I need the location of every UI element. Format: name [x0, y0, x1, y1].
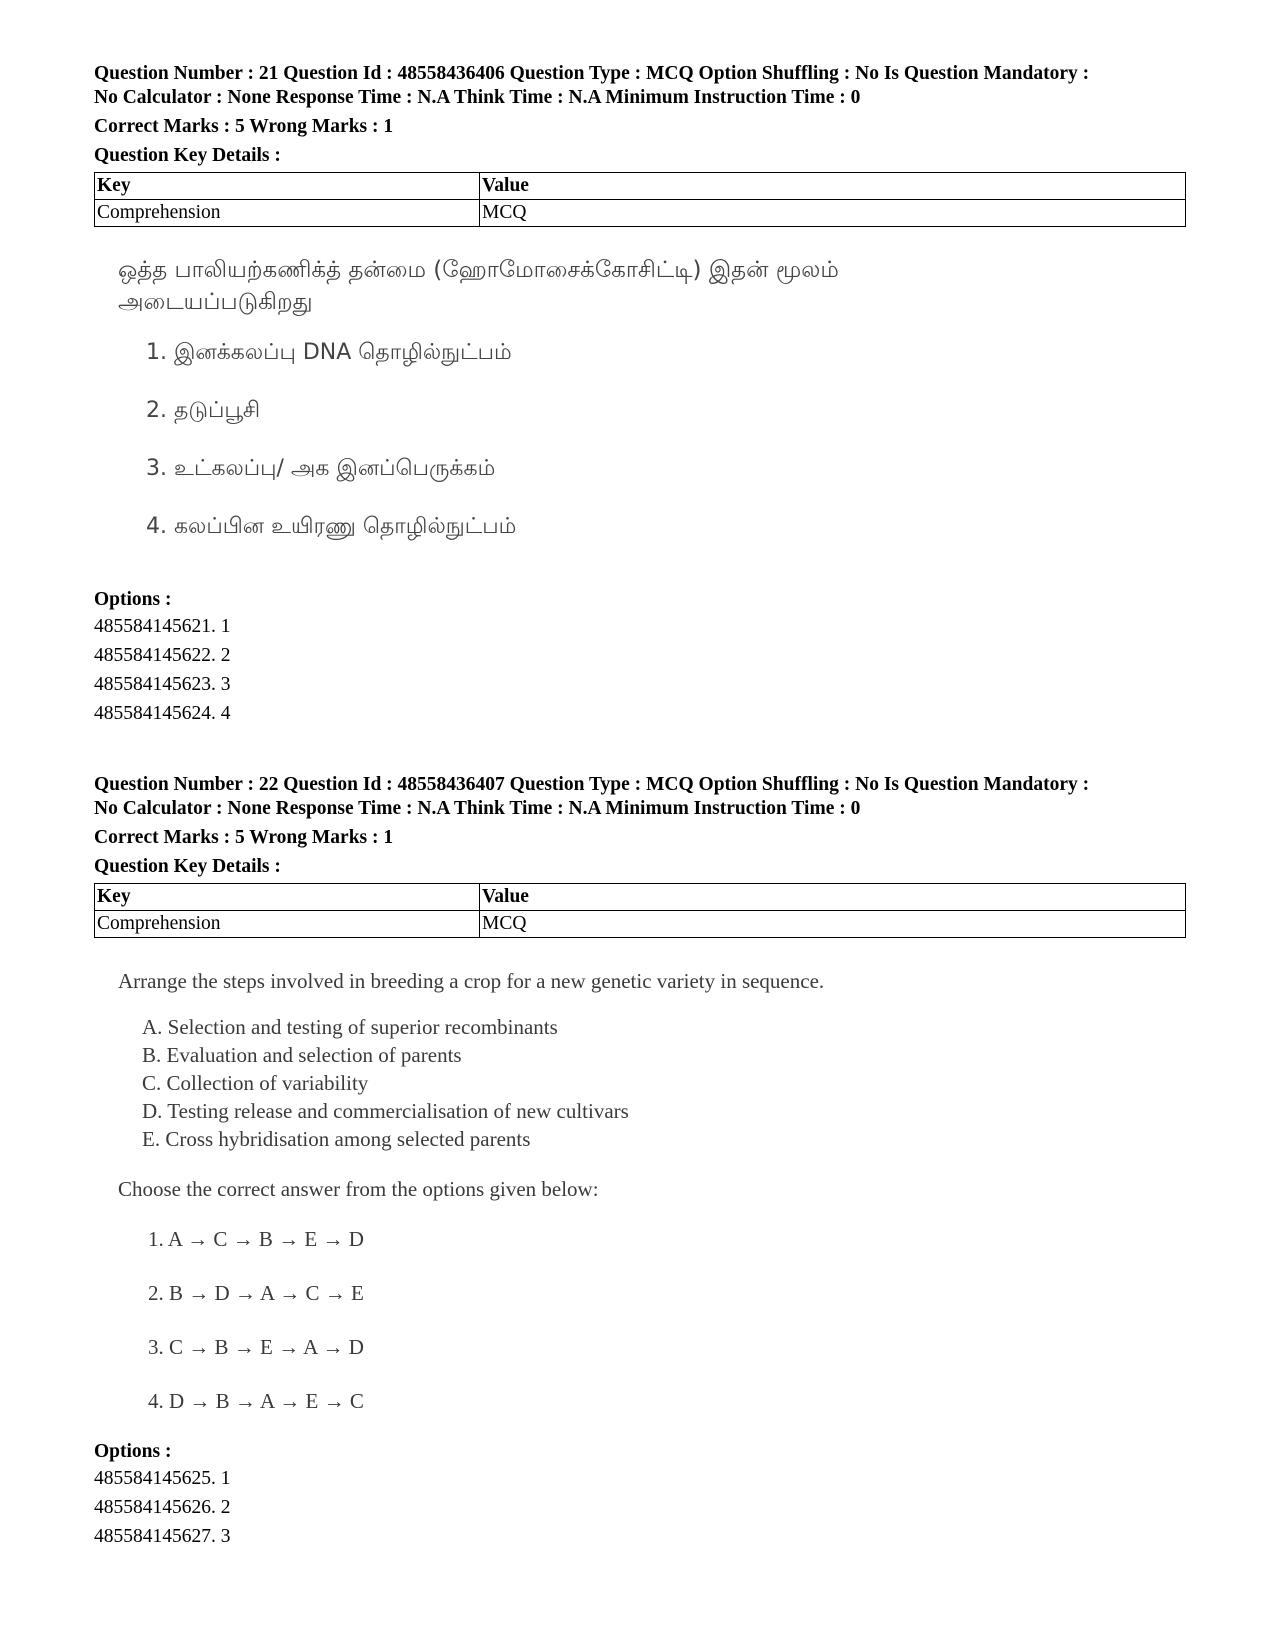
question-22: [94, 773, 1186, 938]
table-cell-value: MCQ: [480, 200, 1186, 227]
instruction-text: Choose the correct answer from the options given below:: [118, 1177, 599, 1201]
question-stem-line-1: ஒத்த பாலியற்கணிக்த் தன்மை (ஹோமோசைக்கோசிட்டி) இதன் மூலம்: [118, 257, 839, 283]
question-stem-line-2: அடையப்படுகிறது: [118, 289, 313, 315]
choice-4: 4. D → B → A → E → C: [148, 1389, 364, 1413]
statement-d: D. Testing release and commercialisation of new cultivars: [142, 1099, 629, 1123]
question-stem: Arrange the steps involved in breeding a crop for a new genetic variety in sequence.: [118, 969, 825, 993]
table-header-row: [95, 173, 1186, 200]
meta-line-1: Question Number : 22 Question Id : 48558436407 Question Type : MCQ Option Shuffling : No Is Question Mandatory :: [94, 774, 1090, 795]
meta-line-1: Question Number : 21 Question Id : 48558436406 Question Type : MCQ Option Shuffling : No Is Question Mandatory :: [94, 63, 1090, 84]
marks-line: Correct Marks : 5 Wrong Marks : 1: [94, 827, 394, 848]
meta-line-2: No Calculator : None Response Time : N.A Think Time : N.A Minimum Instruction Time : 0: [94, 87, 861, 108]
question-21: [94, 62, 1186, 227]
statement-b: B. Evaluation and selection of parents: [142, 1043, 462, 1067]
choice-3: 3. உட்கலப்பு/ அக இனப்பெருக்கம்: [146, 456, 496, 481]
choice-1: 1. A → C → B → E → D: [148, 1227, 364, 1251]
question-meta: [94, 773, 1186, 821]
option-item: 485584145626. 2: [94, 1497, 231, 1518]
table-cell-value: MCQ: [480, 911, 1186, 938]
option-item: 485584145622. 2: [94, 645, 231, 666]
key-details-table: [94, 172, 1186, 227]
choice-1: 1. இனக்கலப்பு DNA தொழில்நுட்பம்: [146, 340, 512, 365]
option-item: 485584145627. 3: [94, 1526, 231, 1547]
statement-c: C. Collection of variability: [142, 1071, 369, 1095]
options-section-21: [94, 588, 231, 728]
choice-4: 4. கலப்பின உயிரணு தொழில்நுட்பம்: [146, 514, 517, 539]
table-header-row: [95, 884, 1186, 911]
key-details-label: Question Key Details :: [94, 145, 281, 166]
options-label: Options :: [94, 1441, 172, 1462]
choice-3: 3. C → B → E → A → D: [148, 1335, 364, 1359]
key-details-table: [94, 883, 1186, 938]
options-label: Options :: [94, 589, 172, 610]
option-item: 485584145621. 1: [94, 616, 231, 637]
question-22-image: [118, 967, 1118, 1417]
table-header-value: Value: [480, 884, 1186, 911]
option-item: 485584145625. 1: [94, 1468, 231, 1489]
table-row: [95, 911, 1186, 938]
statement-e: E. Cross hybridisation among selected parents: [142, 1127, 531, 1151]
table-row: [95, 200, 1186, 227]
choice-2: 2. B → D → A → C → E: [148, 1281, 364, 1305]
table-cell-key: Comprehension: [95, 200, 480, 227]
option-item: 485584145623. 3: [94, 674, 231, 695]
key-details-label: Question Key Details :: [94, 856, 281, 877]
question-21-image: [118, 254, 1118, 552]
meta-line-2: No Calculator : None Response Time : N.A Think Time : N.A Minimum Instruction Time : 0: [94, 798, 861, 819]
options-section-22: [94, 1440, 231, 1551]
choice-2: 2. தடுப்பூசி: [146, 398, 261, 423]
table-header-value: Value: [480, 173, 1186, 200]
option-item: 485584145624. 4: [94, 703, 231, 724]
table-cell-key: Comprehension: [95, 911, 480, 938]
table-header-key: Key: [95, 884, 480, 911]
question-meta: [94, 62, 1186, 110]
marks-line: Correct Marks : 5 Wrong Marks : 1: [94, 116, 394, 137]
table-header-key: Key: [95, 173, 480, 200]
statement-a: A. Selection and testing of superior recombinants: [142, 1015, 558, 1039]
